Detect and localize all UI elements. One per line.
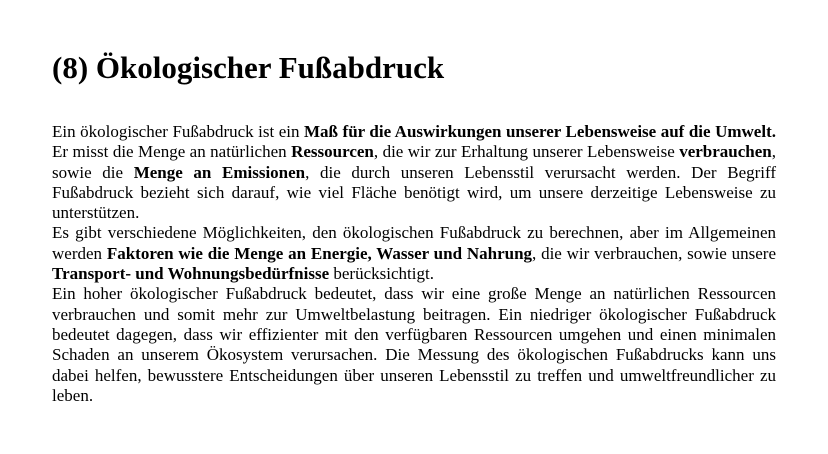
text-run: , die wir zur Erhaltung unserer Lebensweise	[373, 142, 680, 162]
slide-title: (8) Ökologischer Fußabdruck	[52, 50, 445, 85]
emphasis-run: Ressourcen	[291, 142, 374, 162]
emphasis-run: Maß für die Auswirkungen unserer Lebensweise auf die Umwelt.	[304, 122, 776, 141]
emphasis-run: Faktoren wie die Menge an Energie, Wasser und Nahrung	[106, 243, 533, 263]
emphasis-run: verbrauchen	[679, 142, 772, 162]
paragraph-interpretation	[52, 284, 776, 406]
emphasis-run: Menge an Emissionen	[133, 162, 306, 182]
text-run: Ein ökologischer Fußabdruck ist ein	[52, 122, 305, 141]
text-run: , die durch unseren Lebensstil verursacht werden. Der Begriff Fußabdruck bezieht sich darauf, wie viel Fläche benötigt wird, um unsere derzeitige Lebensweise zu unterstützen.	[52, 162, 777, 223]
slide-body	[52, 122, 776, 406]
paragraph-definition	[52, 122, 776, 223]
text-run: , die wir verbrauchen, sowie unsere	[532, 243, 777, 263]
emphasis-run: Transport- und Wohnungsbedürfnisse	[52, 264, 330, 284]
text-run: berücksichtigt.	[329, 264, 434, 284]
text-run: , sowie die	[52, 142, 777, 182]
text-run: Es gibt verschiedene Möglichkeiten, den ökologischen Fußabdruck zu berechnen, aber im Allgemeinen werden	[52, 223, 776, 263]
paragraph-calculation	[52, 223, 776, 284]
text-run: Ein hoher ökologischer Fußabdruck bedeutet, dass wir eine große Menge an natürlichen Ressourcen verbrauchen und somit mehr zur Umweltbelastung beitragen. Ein niedriger ökologischer Fußabdruck bedeutet dagegen, dass wir effizienter mit den verfügbaren Ressourcen umgehen und einen minimalen Schaden an unserem Ökosystem verursachen. Die Messung des ökologischen Fußabdrucks kann uns dabei helfen, bewusstere Entscheidungen über unseren Lebensstil zu treffen und umweltfreundlicher zu leben.	[52, 284, 776, 405]
text-run: Er misst die Menge an natürlichen	[52, 142, 292, 162]
